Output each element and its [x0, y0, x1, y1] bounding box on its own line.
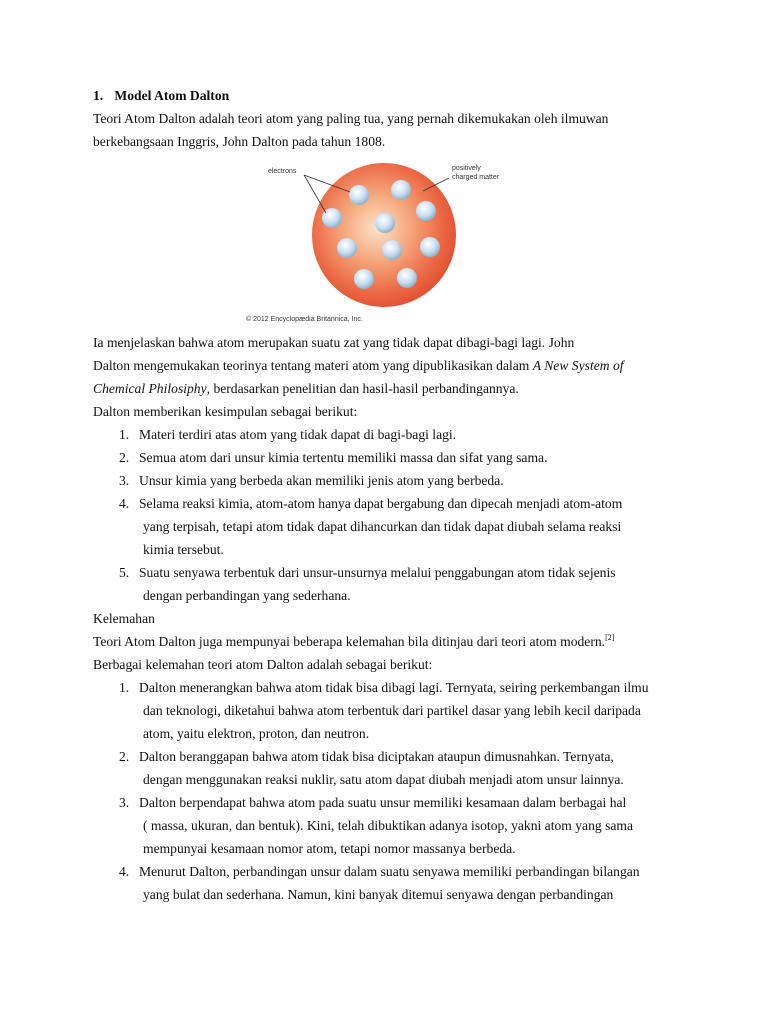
section-heading — [93, 84, 693, 107]
positive-label-line-1: positively — [452, 165, 481, 172]
dalton-atom-figure — [93, 161, 693, 325]
book-title-part-1: A New System of — [532, 358, 624, 373]
list-item: 4. Selama reaksi kimia, atom-atom hanya dapat bergabung dan dipecah menjadi atom-atom — [119, 496, 623, 511]
electron — [382, 240, 402, 260]
positive-sphere — [312, 163, 456, 307]
list-item: 2. Dalton beranggapan bahwa atom tidak bisa diciptakan ataupun dimusnahkan. Ternyata, — [119, 749, 614, 764]
electron — [391, 180, 411, 200]
explanation-line-1: Ia menjelaskan bahwa atom merupakan suatu zat yang tidak dapat dibagi-bagi lagi. John — [93, 335, 575, 350]
list-item-continuation: dan teknologi, diketahui bahwa atom terbentuk dari partikel dasar yang lebih kecil daripada — [143, 703, 641, 718]
list-item-continuation: ( massa, ukuran, dan bentuk). Kini, telah dibuktikan adanya isotop, yakni atom yang sama — [143, 818, 634, 833]
atom-illustration — [246, 161, 536, 325]
electrons-label: electrons — [268, 168, 297, 175]
intro-line-2: berkebangsaan Inggris, John Dalton pada tahun 1808. — [93, 134, 386, 149]
list-item-continuation: yang bulat dan sederhana. Namun, kini banyak ditemui senyawa dengan perbandingan — [143, 887, 614, 902]
list-item: 2. Semua atom dari unsur kimia tertentu memiliki massa dan sifat yang sama. — [119, 450, 548, 465]
positive-label-line-2: charged matter — [452, 174, 500, 181]
list-item: 3. Unsur kimia yang berbeda akan memiliki jenis atom yang berbeda. — [119, 473, 504, 488]
electron — [416, 201, 436, 221]
electron — [375, 213, 395, 233]
heading-number: 1. — [93, 88, 104, 103]
list-item: 1. Dalton menerangkan bahwa atom tidak bisa dibagi lagi. Ternyata, seiring perkembangan ilmu — [119, 680, 649, 695]
copyright-caption: © 2012 Encyclopædia Britannica, Inc. — [246, 316, 363, 323]
weaknesses-list — [93, 676, 693, 906]
list-item: 1. Materi terdiri atas atom yang tidak dapat di bagi-bagi lagi. — [119, 427, 457, 442]
electron — [349, 185, 369, 205]
weakness-line-1: Teori Atom Dalton juga mempunyai beberapa kelemahan bila ditinjau dari teori atom modern.[2] — [93, 633, 615, 649]
conclusion-intro: Dalton memberikan kesimpulan sebagai berikut: — [93, 404, 358, 419]
conclusions-list — [93, 423, 693, 607]
explanation-line-3-text: , berdasarkan penelitian dan hasil-hasil perbandingannya. — [206, 381, 519, 396]
electron — [420, 237, 440, 257]
list-item-continuation: kimia tersebut. — [143, 542, 224, 557]
list-item: 4. Menurut Dalton, perbandingan unsur dalam suatu senyawa memiliki perbandingan bilangan — [119, 864, 640, 879]
list-item-continuation: dengan perbandingan yang sederhana. — [143, 588, 351, 603]
book-title-part-2: Chemical Philosiphy — [93, 381, 207, 396]
list-item-continuation: mempunyai kesamaan nomor atom, tetapi nomor massanya berbeda. — [143, 841, 516, 856]
explanation-line-2-text: Dalton mengemukakan teorinya tentang materi atom yang dipublikasikan dalam — [93, 358, 533, 373]
list-item: 3. Dalton berpendapat bahwa atom pada suatu unsur memiliki kesamaan dalam berbagai hal — [119, 795, 627, 810]
electron — [354, 269, 374, 289]
list-item-continuation: dengan menggunakan reaksi nuklir, satu atom dapat diubah menjadi atom unsur lainnya. — [143, 772, 624, 787]
heading-title: Model Atom Dalton — [114, 88, 230, 103]
explanation-line-3 — [93, 377, 693, 400]
list-item-continuation: yang terpisah, tetapi atom tidak dapat dihancurkan dan tidak dapat diubah selama reaksi — [143, 519, 622, 534]
intro-line-1: Teori Atom Dalton adalah teori atom yang paling tua, yang pernah dikemukakan oleh ilmuwan — [93, 111, 609, 126]
electron — [397, 268, 417, 288]
list-item-continuation: atom, yaitu elektron, proton, dan neutron. — [143, 726, 370, 741]
reference-marker[interactable]: [2] — [605, 633, 615, 642]
weakness-line-2: Berbagai kelemahan teori atom Dalton adalah sebagai berikut: — [93, 657, 433, 672]
weakness-title: Kelemahan — [93, 611, 155, 626]
electron — [337, 238, 357, 258]
document-body — [93, 84, 693, 906]
explanation-line-2 — [93, 354, 693, 377]
list-item: 5. Suatu senyawa terbentuk dari unsur-unsurnya melalui penggabungan atom tidak sejenis — [119, 565, 616, 580]
